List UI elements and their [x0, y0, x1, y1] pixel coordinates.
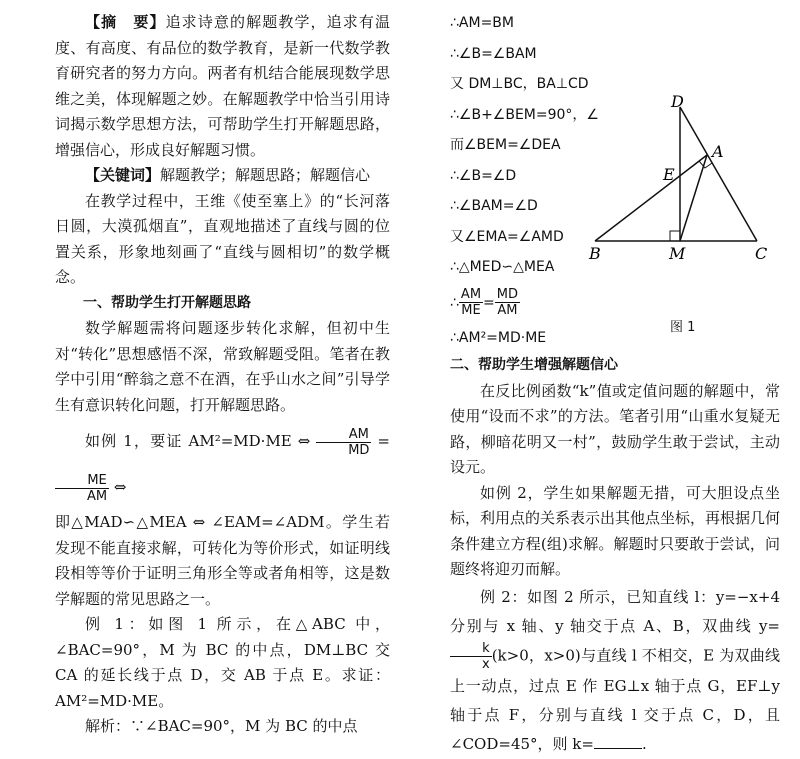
fraction-md-am	[495, 287, 520, 318]
fraction-denominator: ME	[461, 303, 481, 318]
keywords-text: 解题教学；解题思路；解题信心	[160, 166, 371, 184]
abstract	[55, 10, 390, 163]
label-e: E	[663, 165, 675, 184]
fraction-denominator: AM	[87, 488, 108, 504]
keywords	[55, 163, 390, 189]
proof-line: 又 DM⊥BC，BA⊥CD	[450, 76, 589, 92]
label-m: M	[669, 244, 686, 263]
fraction-am-md	[316, 427, 371, 458]
example2-statement	[450, 583, 780, 759]
abstract-label: 【摘 要】	[85, 13, 166, 31]
section2-paragraph-2: 如例 2，学生如果解题无措，可大胆设点坐标，利用点的关系表示出其他点坐标，再根据几何条件建立方程(组)求解。解题时只要敢于尝试，问题终将迎刃而解。	[450, 483, 781, 578]
fraction-denominator: x	[482, 656, 490, 672]
equals-sign: =	[483, 294, 495, 311]
fraction-numerator: k	[450, 641, 492, 657]
figure-1-triangle-diagram	[585, 95, 775, 265]
fraction-k-over-x	[450, 641, 492, 672]
fraction-numerator: ME	[55, 473, 109, 489]
proof-line: ∴∠BAM=∠D	[450, 198, 538, 214]
fraction-numerator: AM	[460, 287, 482, 302]
proof-line: 而∠BEM=∠DEA	[450, 137, 561, 153]
proof-line: 又∠EMA=∠AMD	[450, 228, 564, 245]
label-d: D	[671, 95, 684, 111]
section1-heading: 一、帮助学生打开解题思路	[83, 294, 251, 311]
segment-ma	[680, 155, 707, 241]
iff-sign: ⇔	[113, 478, 127, 496]
proof-line: ∴∠B+∠BEM=90°，∠	[450, 106, 599, 123]
analysis-line: 解析：∵∠BAC=90°，M 为 BC 的中点	[85, 717, 358, 735]
abstract-text: 追求诗意的解题教学，追求有温度、有高度、有品位的数学教育，是新一代数学教育研究者的努力方向。两者有机结合能展现数学思维之美，体现解题之妙。在解题教学中恰当引用诗词揭示数学思想方法，可帮助学生打开解题思路，增强信心，形成良好解题习惯。	[55, 13, 390, 159]
fraction-am-me	[459, 287, 483, 318]
proof-line: ∴△MED∽△MEA	[450, 259, 555, 275]
example-intro: 如例 1，要证 AM²=MD·ME ⇔	[85, 432, 311, 450]
section1-paragraph-2: 即△MAD∽△MEA ⇔ ∠EAM=∠ADM。学生若发现不能直接求解，可转化为等价形式，如证明线段相等等价于证明三角形全等或者角相等，这是数学解题的常见思路之一。	[55, 513, 390, 608]
label-a: A	[712, 142, 724, 161]
fraction-numerator: AM	[316, 427, 371, 443]
label-c: C	[755, 244, 768, 263]
fraction-numerator: MD	[496, 287, 518, 302]
example1-statement: 例 1：如图 1 所示，在△ABC 中，∠BAC=90°，M 为 BC 的中点，DM⊥BC 交 CA 的延长线于点 D，交 AB 于点 E。求证：AM²=MD·ME。	[55, 615, 390, 710]
left-column	[55, 10, 390, 740]
proof-line-final: ∴AM²=MD·ME	[450, 329, 547, 346]
segment-ba	[595, 155, 707, 241]
fraction-me-am	[55, 473, 109, 504]
right-angle-m	[670, 231, 680, 241]
example2-end: .	[641, 734, 647, 753]
example2-text-a: 例 2：如图 2 所示，已知直线 l：y=−x+4 分别与 x 轴、y 轴交于点 A、B，双曲线 y=	[450, 587, 780, 635]
section2-heading: 二、帮助学生增强解题信心	[450, 357, 618, 373]
segment-dc	[680, 107, 757, 241]
section2-paragraph: 在反比例函数“k”值或定值问题的解题中，常使用“设而不求”的方法。笔者引用“山重水复疑无路，柳暗花明又一村”，鼓励学生敢于尝试，主动设元。	[450, 381, 780, 476]
proof-fraction-line	[450, 283, 780, 323]
therefore-symbol: ∴	[450, 294, 459, 311]
proof-line: ∴AM=BM	[450, 15, 514, 31]
equals-sign: =	[377, 432, 390, 450]
answer-blank	[594, 736, 642, 749]
figure-1-caption: 图 1	[670, 320, 696, 335]
example-equivalence-line	[55, 418, 390, 510]
intro-paragraph: 在教学过程中，王维《使至塞上》的“长河落日圆，大漠孤烟直”，直观地描述了直线与圆的位置关系，形象地刻画了“直线与圆相切”的数学概念。	[55, 191, 390, 286]
proof-line: ∴∠B=∠BAM	[450, 45, 537, 62]
section1-paragraph: 数学解题需将问题逐步转化求解，但初中生对“转化”思想感悟不深，常致解题受阻。笔者在教学中引用“醉翁之意不在酒，在乎山水之间”引导学生有意识转化问题，打开解题思路。	[55, 319, 390, 414]
fraction-denominator: MD	[348, 442, 370, 458]
label-b: B	[589, 244, 601, 263]
fraction-denominator: AM	[497, 303, 518, 318]
keywords-label: 【关键词】	[85, 166, 161, 184]
example2-text-b: (k>0，x>0)与直线 l 不相交，E 为双曲线上一动点，过点 E 作 EG⊥x 轴于点 G，EF⊥y 轴于点 F，分别与直线 l 交于点 C，D，且∠COD=45°，则 k=	[450, 646, 780, 753]
proof-line: ∴∠B=∠D	[450, 167, 517, 184]
